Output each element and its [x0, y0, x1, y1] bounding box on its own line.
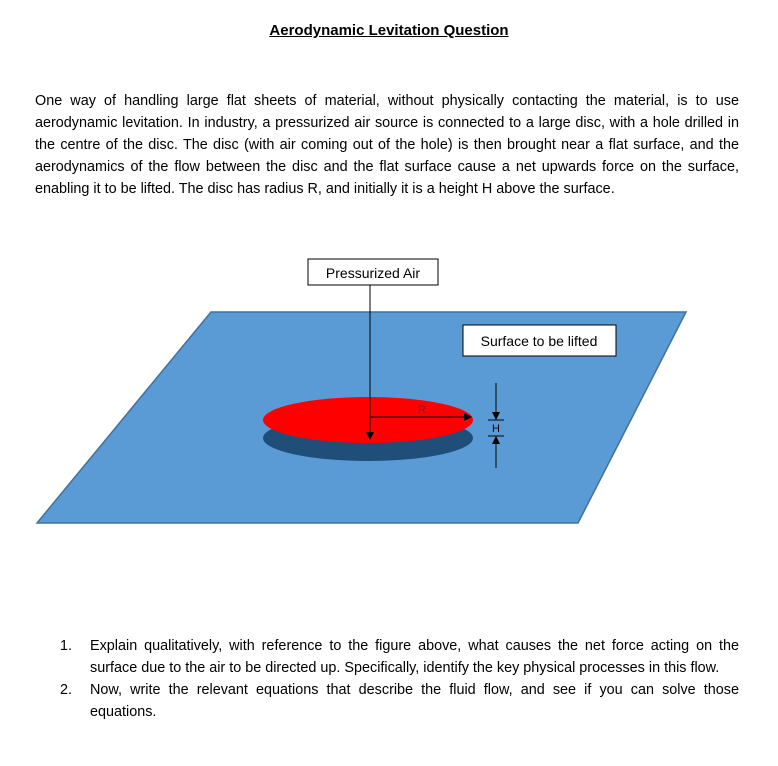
radius-label: R	[418, 404, 426, 416]
page-title: Aerodynamic Levitation Question	[269, 22, 509, 39]
question-text: Explain qualitatively, with reference to the figure above, what causes the net force acting on the surface due to the air to be directed up. Specifically, identify the key physical processes in this flow.	[90, 638, 739, 676]
surface-label: Surface to be lifted	[480, 333, 598, 349]
question-number: 1.	[60, 638, 73, 654]
question-item	[60, 679, 739, 723]
intro-paragraph: One way of handling large flat sheets of material, without physically contacting the material, is to use aerodynamic levitation. In industry, a pressurized air source is connected to a large disc, with a hole drilled in the centre of the disc. The disc (with air coming out of the hole) is then brought near a flat surface, and the aerodynamics of the flow between the disc and the flat surface cause a net upwards force on the surface, enabling it to be lifted. The disc has radius R, and initially it is a height H above the surface.	[35, 93, 739, 197]
levitation-figure	[0, 250, 778, 540]
disc	[263, 397, 473, 443]
question-item	[60, 635, 739, 679]
question-list	[60, 635, 739, 723]
pressurized-air-label: Pressurized Air	[325, 265, 421, 281]
question-number: 2.	[60, 682, 73, 698]
question-text: Now, write the relevant equations that describe the fluid flow, and see if you can solve those equations.	[90, 682, 739, 720]
height-label: H	[492, 423, 500, 435]
